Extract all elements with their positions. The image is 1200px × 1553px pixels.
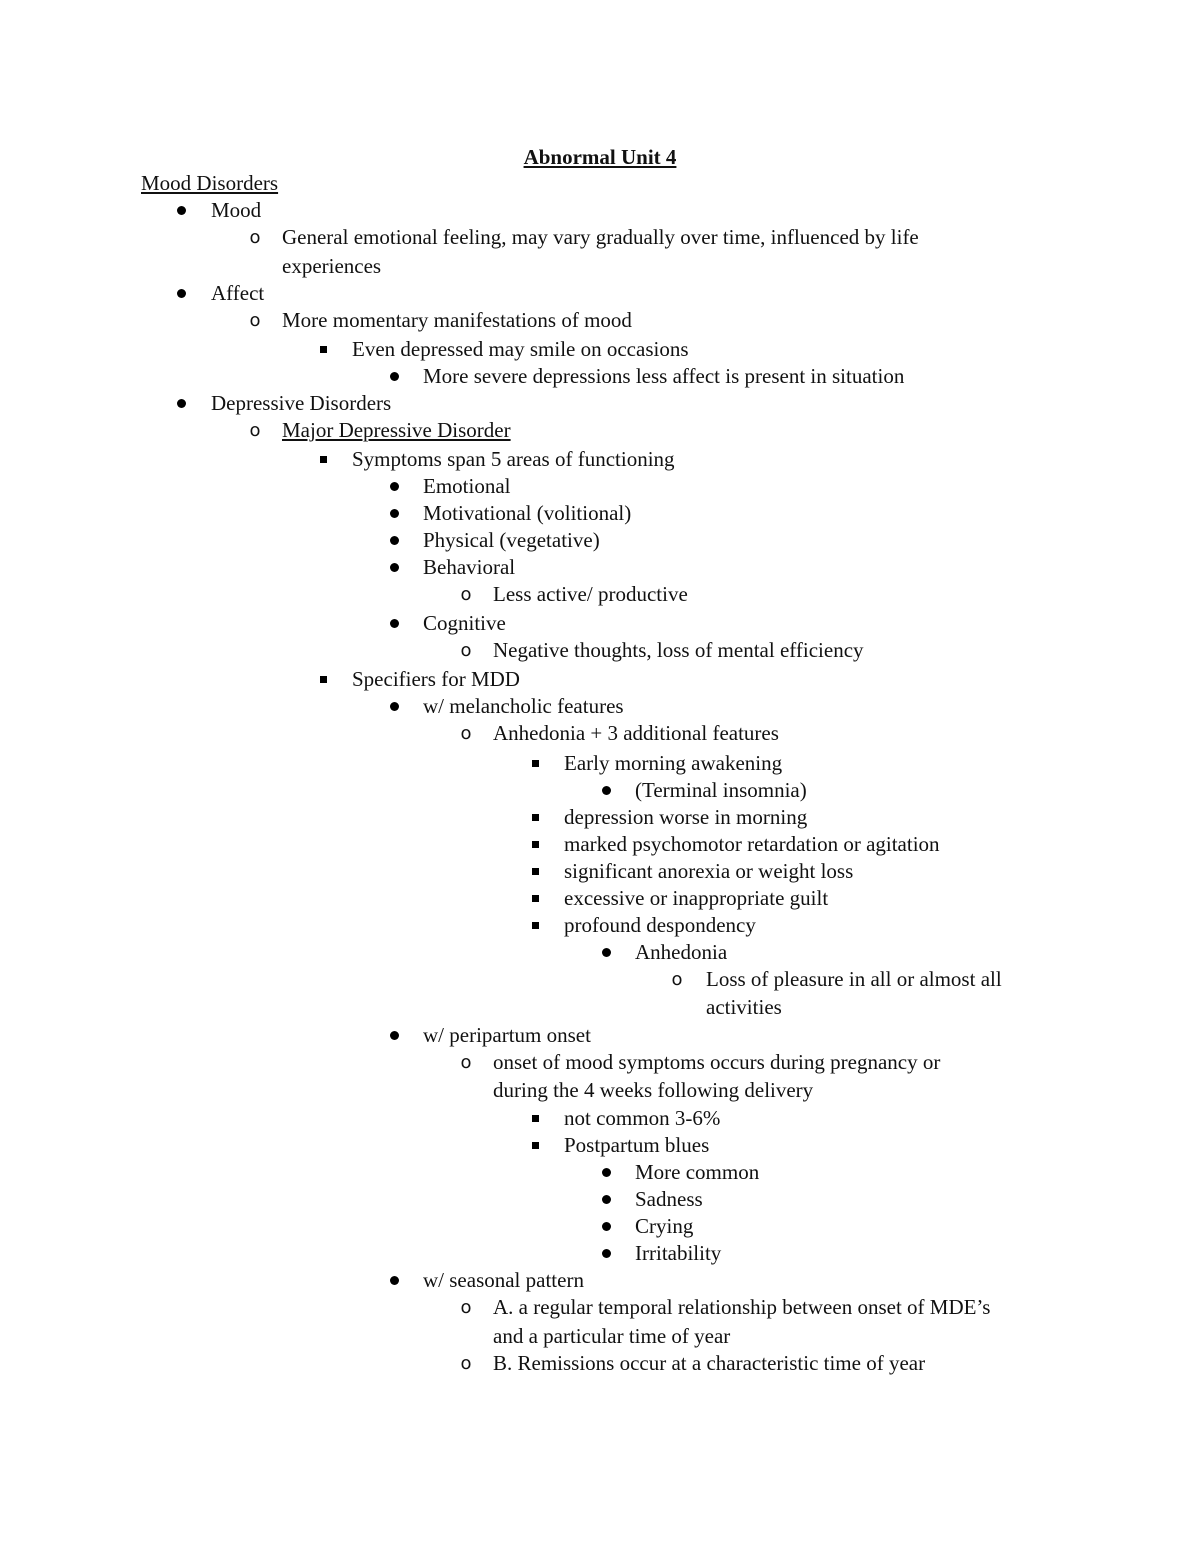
- list-item: depression worse in morning: [564, 805, 808, 829]
- bullet-square: [525, 885, 545, 902]
- section-heading: Mood Disorders: [141, 171, 279, 195]
- list-item: Physical (vegetative): [423, 528, 600, 552]
- bullet-hollow: o: [460, 640, 472, 661]
- bullet-dot: [596, 1186, 616, 1204]
- list-item: profound despondency: [564, 913, 756, 937]
- list-item: Cognitive: [423, 611, 506, 635]
- bullet-dot: [384, 527, 404, 545]
- list-item-continuation: activities: [706, 995, 782, 1019]
- bullet-dot: [384, 1022, 404, 1040]
- list-item: Postpartum blues: [564, 1133, 710, 1157]
- bullet-dot: [384, 554, 404, 572]
- list-item: Less active/ productive: [493, 582, 688, 606]
- list-item-heading: Major Depressive Disorder: [282, 418, 511, 442]
- list-item: Irritability: [635, 1241, 722, 1265]
- bullet-hollow: o: [460, 1297, 472, 1318]
- bullet-square: [313, 336, 333, 353]
- bullet-hollow: o: [249, 310, 261, 331]
- list-item: Motivational (volitional): [423, 501, 632, 525]
- bullet-square: [525, 804, 545, 821]
- list-item-continuation: during the 4 weeks following delivery: [493, 1078, 814, 1102]
- bullet-square: [525, 1132, 545, 1149]
- bullet-dot: [384, 363, 404, 381]
- bullet-dot: [596, 1213, 616, 1231]
- bullet-square: [525, 858, 545, 875]
- list-item: w/ peripartum onset: [423, 1023, 591, 1047]
- bullet-square: [525, 912, 545, 929]
- list-item: w/ seasonal pattern: [423, 1268, 584, 1292]
- list-item: Depressive Disorders: [211, 391, 392, 415]
- bullet-square: [525, 1105, 545, 1122]
- bullet-square: [313, 666, 333, 683]
- bullet-dot: [384, 1267, 404, 1285]
- list-item: (Terminal insomnia): [635, 778, 807, 802]
- bullet-dot: [171, 197, 191, 215]
- list-item: Symptoms span 5 areas of functioning: [352, 447, 675, 471]
- list-item: onset of mood symptoms occurs during pregnancy or: [493, 1050, 941, 1074]
- bullet-dot: [171, 280, 191, 298]
- list-item: General emotional feeling, may vary gradually over time, influenced by life: [282, 225, 919, 249]
- list-item: Anhedonia + 3 additional features: [493, 721, 779, 745]
- list-item: B. Remissions occur at a characteristic time of year: [493, 1351, 926, 1375]
- bullet-dot: [596, 1159, 616, 1177]
- bullet-square: [313, 446, 333, 463]
- bullet-hollow: o: [671, 969, 683, 990]
- list-item: marked psychomotor retardation or agitation: [564, 832, 940, 856]
- list-item: Negative thoughts, loss of mental efficiency: [493, 638, 864, 662]
- bullet-square: [525, 831, 545, 848]
- bullet-dot: [384, 473, 404, 491]
- bullet-dot: [384, 693, 404, 711]
- list-item: Sadness: [635, 1187, 703, 1211]
- bullet-hollow: o: [460, 584, 472, 605]
- bullet-dot: [596, 939, 616, 957]
- list-item: Mood: [211, 198, 262, 222]
- bullet-square: [525, 750, 545, 767]
- document-title: Abnormal Unit 4: [523, 145, 677, 169]
- list-item: Specifiers for MDD: [352, 667, 520, 691]
- bullet-dot: [171, 390, 191, 408]
- list-item: Affect: [211, 281, 265, 305]
- list-item: Crying: [635, 1214, 694, 1238]
- bullet-dot: [384, 610, 404, 628]
- list-item: Anhedonia: [635, 940, 728, 964]
- list-item: excessive or inappropriate guilt: [564, 886, 829, 910]
- list-item: Early morning awakening: [564, 751, 783, 775]
- bullet-dot: [384, 500, 404, 518]
- bullet-hollow: o: [460, 1052, 472, 1073]
- list-item: More severe depressions less affect is present in situation: [423, 364, 905, 388]
- bullet-hollow: o: [460, 1353, 472, 1374]
- list-item-continuation: and a particular time of year: [493, 1324, 731, 1348]
- list-item: Emotional: [423, 474, 511, 498]
- bullet-hollow: o: [249, 420, 261, 441]
- bullet-dot: [596, 777, 616, 795]
- list-item: A. a regular temporal relationship between onset of MDE’s: [493, 1295, 991, 1319]
- list-item: Even depressed may smile on occasions: [352, 337, 689, 361]
- list-item: More common: [635, 1160, 760, 1184]
- list-item: More momentary manifestations of mood: [282, 308, 632, 332]
- bullet-dot: [596, 1240, 616, 1258]
- bullet-hollow: o: [249, 227, 261, 248]
- bullet-hollow: o: [460, 723, 472, 744]
- list-item: w/ melancholic features: [423, 694, 624, 718]
- list-item-continuation: experiences: [282, 254, 382, 278]
- list-item: significant anorexia or weight loss: [564, 859, 854, 883]
- list-item: not common 3-6%: [564, 1106, 721, 1130]
- list-item: Behavioral: [423, 555, 516, 579]
- list-item: Loss of pleasure in all or almost all: [706, 967, 1002, 991]
